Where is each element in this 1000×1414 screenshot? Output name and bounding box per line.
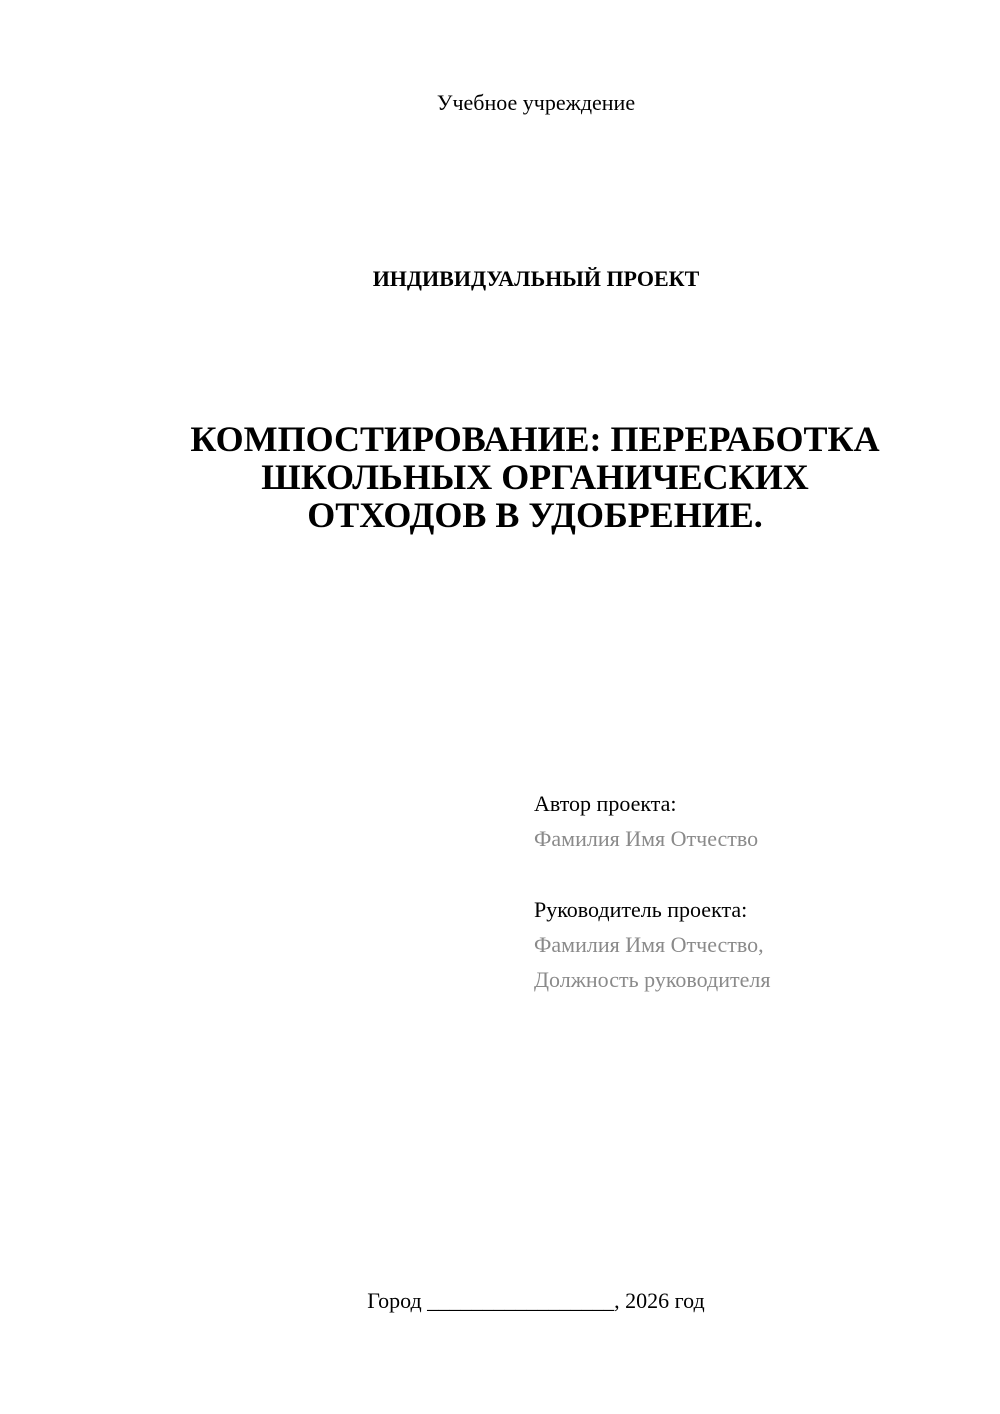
city-year-footer: Город _________________, 2026 год — [367, 1288, 705, 1313]
project-title — [150, 420, 920, 534]
supervisor-label: Руководитель проекта: — [534, 897, 748, 922]
author-label: Автор проекта: — [534, 791, 677, 816]
project-title-line: ШКОЛЬНЫХ ОРГАНИЧЕСКИХ — [261, 457, 809, 497]
supervisor-name: Фамилия Имя Отчество, — [534, 932, 764, 957]
supervisor-block — [534, 892, 974, 997]
project-title-line: ОТХОДОВ В УДОБРЕНИЕ. — [307, 495, 763, 535]
project-title-line: КОМПОСТИРОВАНИЕ: ПЕРЕРАБОТКА — [190, 419, 880, 459]
supervisor-position: Должность руководителя — [534, 967, 771, 992]
author-block — [534, 786, 974, 856]
institution-name: Учебное учреждение — [436, 90, 636, 115]
author-name: Фамилия Имя Отчество — [534, 826, 759, 851]
document-type: ИНДИВИДУАЛЬНЫЙ ПРОЕКТ — [372, 266, 700, 291]
